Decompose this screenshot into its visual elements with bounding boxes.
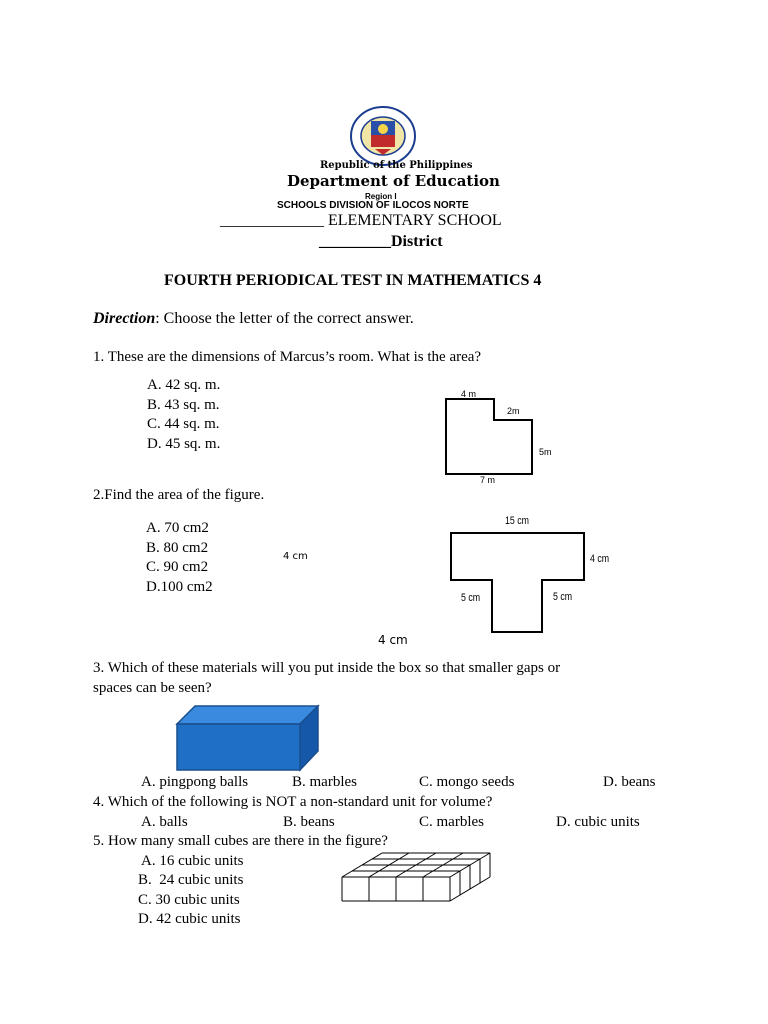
q3-question-line1: 3. Which of these materials will you put inside the box so that smaller gaps or xyxy=(93,660,561,676)
q1-room-figure xyxy=(440,396,540,478)
q5-choice-d[interactable]: D. 42 cubic units xyxy=(138,911,241,927)
q1-question: 1. These are the dimensions of Marcus’s room. What is the area? xyxy=(93,349,482,365)
q4-choice-b[interactable]: B. beans xyxy=(283,814,335,830)
q2-choice-d[interactable]: D.100 cm2 xyxy=(146,579,213,595)
q2-question: 2.Find the area of the figure. xyxy=(93,487,265,503)
region-text: Region I xyxy=(365,192,397,201)
q3-choice-d[interactable]: D. beans xyxy=(603,774,656,790)
q2-t-shape-figure xyxy=(450,532,586,634)
q2-label-right: 4 cm xyxy=(590,553,610,565)
q1-label-step: 2m xyxy=(507,406,520,416)
q5-cubes-figure xyxy=(340,855,510,927)
q1-choice-b[interactable]: B. 43 sq. m. xyxy=(147,397,220,413)
direction-line xyxy=(93,310,414,328)
direction-label: Direction xyxy=(93,310,156,327)
q1-choice-a[interactable]: A. 42 sq. m. xyxy=(147,377,221,393)
q4-choice-a[interactable]: A. balls xyxy=(141,814,188,830)
q2-label-left-bottom: 5 cm xyxy=(461,592,481,604)
q2-choice-a[interactable]: A. 70 cm2 xyxy=(146,520,209,536)
q5-choice-c[interactable]: C. 30 cubic units xyxy=(138,892,240,908)
q4-choice-d[interactable]: D. cubic units xyxy=(556,814,640,830)
direction-text: : Choose the letter of the correct answer. xyxy=(155,310,414,327)
q3-choice-a[interactable]: A. pingpong balls xyxy=(141,774,249,790)
q3-choice-b[interactable]: B. marbles xyxy=(292,774,357,790)
q2-label-top: 15 cm xyxy=(505,515,529,527)
q2-label-left-side: 4 cm xyxy=(283,551,308,562)
q3-question-line2: spaces can be seen? xyxy=(93,680,212,696)
q2-choice-b[interactable]: B. 80 cm2 xyxy=(146,540,209,556)
q1-label-bottom: 7 m xyxy=(480,475,496,485)
q1-choice-d[interactable]: D. 45 sq. m. xyxy=(147,436,221,452)
division-text: SCHOOLS DIVISION OF ILOCOS NORTE xyxy=(277,200,469,211)
department-text: Department of Education xyxy=(287,172,500,190)
q1-label-top: 4 m xyxy=(461,389,477,399)
q3-choice-c[interactable]: C. mongo seeds xyxy=(419,774,515,790)
q1-label-right: 5m xyxy=(539,447,552,457)
republic-text: Republic of the Philippines xyxy=(320,160,473,171)
q3-box-figure xyxy=(176,704,320,772)
q2-label-stem: 4 cm xyxy=(378,633,408,647)
q5-choice-b[interactable]: B. 24 cubic units xyxy=(138,872,244,888)
test-title: FOURTH PERIODICAL TEST IN MATHEMATICS 4 xyxy=(164,272,542,289)
q4-choice-c[interactable]: C. marbles xyxy=(419,814,484,830)
q2-choice-c[interactable]: C. 90 cm2 xyxy=(146,559,209,575)
q4-question: 4. Which of the following is NOT a non-standard unit for volume? xyxy=(93,794,493,810)
q1-choice-c[interactable]: C. 44 sq. m. xyxy=(147,416,220,432)
deped-seal-icon xyxy=(349,105,417,167)
q5-choice-a[interactable]: A. 16 cubic units xyxy=(141,853,244,869)
school-line: _____________ ELEMENTARY SCHOOL xyxy=(220,212,502,229)
q2-label-right-bottom: 5 cm xyxy=(553,591,573,603)
q5-question: 5. How many small cubes are there in the figure? xyxy=(93,833,388,849)
district-line: _________District xyxy=(319,233,443,250)
